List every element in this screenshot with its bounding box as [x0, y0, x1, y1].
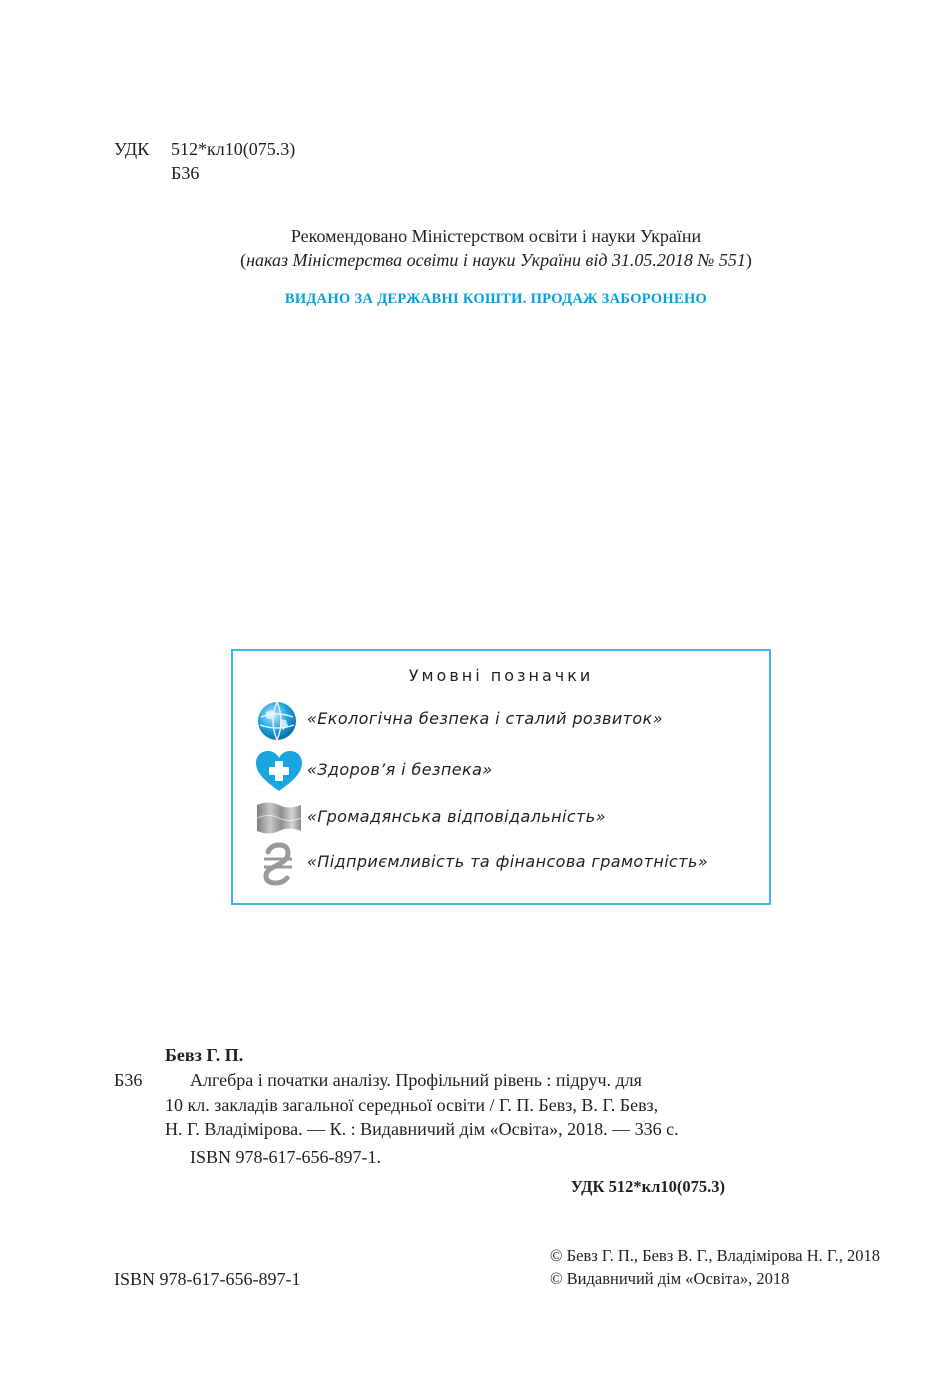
copyright-publisher: © Видавничий дім «Освіта», 2018 — [550, 1269, 790, 1288]
legend-title: Умовні позначки — [408, 666, 594, 685]
recommendation-order: (наказ Міністерства освіти і науки України від 31.05.2018 № 551) — [240, 250, 752, 270]
biblio-line: Н. Г. Владімірова. — К. : Видавничий дім «Освіта», 2018. — 336 с. — [165, 1119, 679, 1139]
order-text: наказ Міністерства освіти і науки України від 31.05.2018 № 551 — [246, 250, 746, 270]
legend-item-civic — [255, 797, 755, 841]
author-mark: Б36 — [171, 163, 200, 183]
legend-label: «Підприємливість та фінансова грамотність» — [307, 852, 709, 871]
footer-isbn: ISBN 978-617-656-897-1 — [114, 1269, 301, 1289]
legend-item-finance — [255, 842, 755, 886]
biblio-code: Б36 — [114, 1070, 143, 1090]
legend-item-ecology — [255, 699, 755, 743]
biblio-isbn: ISBN 978-617-656-897-1. — [190, 1147, 381, 1167]
biblio-udk: УДК 512*кл10(075.3) — [570, 1177, 725, 1196]
udk-label: УДК — [114, 139, 150, 159]
biblio-line: 10 кл. закладів загальної середньої освіти / Г. П. Бевз, В. Г. Бевз, — [165, 1095, 659, 1115]
state-funded-notice: ВИДАНО ЗА ДЕРЖАВНІ КОШТИ. ПРОДАЖ ЗАБОРОНЕНО — [284, 291, 708, 307]
hryvnia-icon — [255, 842, 303, 886]
legend-box — [231, 649, 771, 905]
heart-cross-icon — [255, 750, 303, 794]
globe-icon — [255, 699, 303, 743]
biblio-author: Бевз Г. П. — [165, 1045, 244, 1065]
biblio-line: Алгебра і початки аналізу. Профільний рівень : підруч. для — [190, 1070, 642, 1090]
udk-code: 512*кл10(075.3) — [171, 139, 296, 159]
flag-icon — [255, 797, 303, 841]
legend-label: «Здоров’я і безпека» — [307, 760, 493, 779]
copyright-authors: © Бевз Г. П., Бевз В. Г., Владімірова Н. Г., 2018 — [550, 1246, 880, 1265]
legend-label: «Громадянська відповідальність» — [307, 807, 606, 826]
legend-item-health — [255, 750, 755, 794]
recommendation-line: Рекомендовано Міністерством освіти і науки України — [290, 226, 702, 246]
legend-label: «Екологічна безпека і сталий розвиток» — [307, 709, 663, 728]
